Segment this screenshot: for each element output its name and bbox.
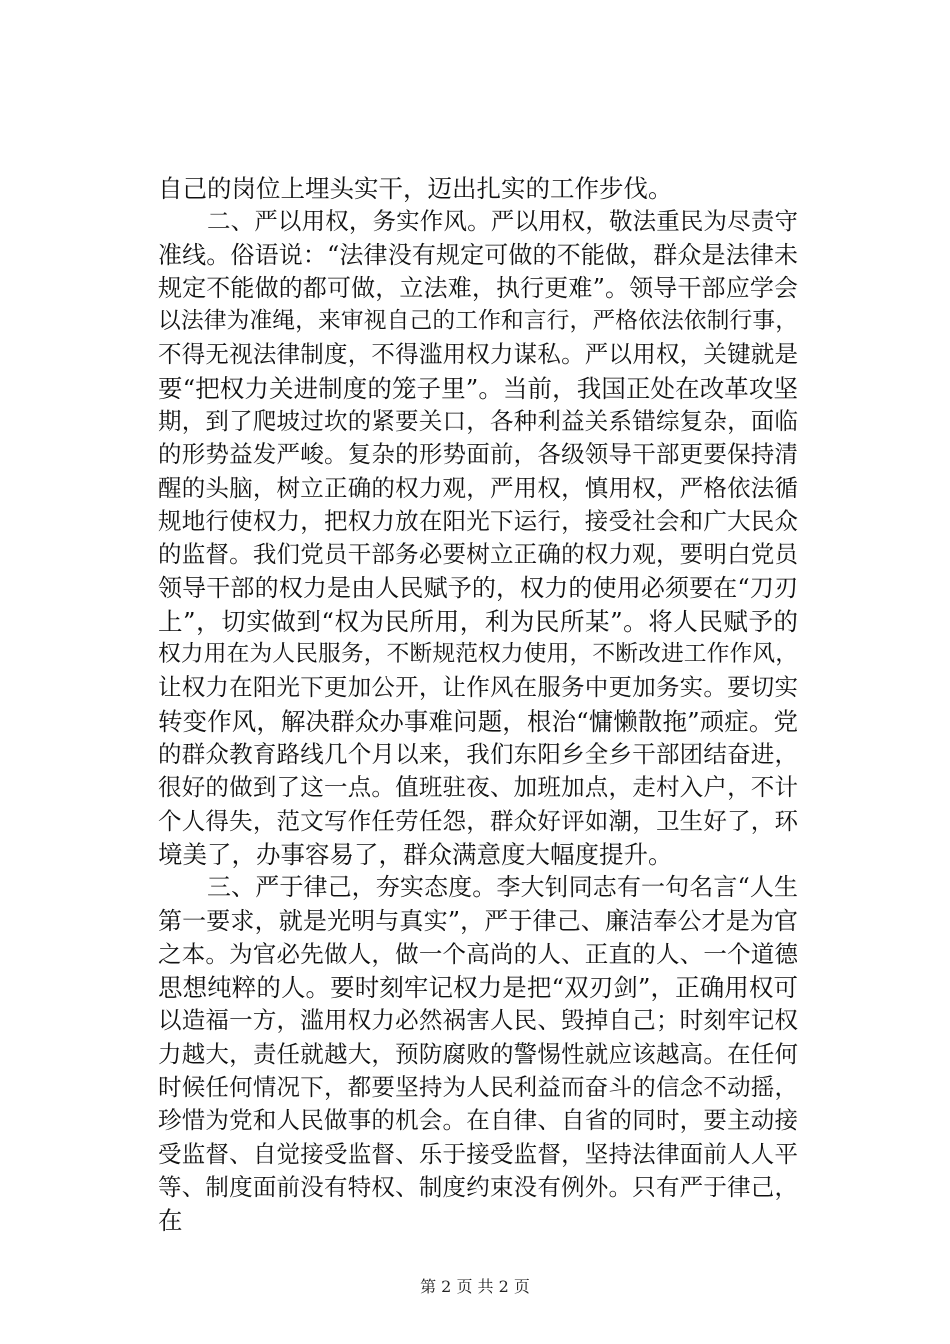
text-line: 转变作风，解决群众办事难问题，根治“慵懒散拖”顽症。党 — [158, 706, 798, 736]
text-line: 的监督。我们党员干部务必要树立正确的权力观，要明白党员 — [158, 540, 798, 569]
text-line: 规定不能做的都可做，立法难，执行更难”。领导干部应学会 — [158, 273, 798, 302]
document-body — [158, 172, 798, 1238]
text-line: 第一要求，就是光明与真实”，严于律己、廉洁奉公才是为官 — [158, 906, 798, 935]
text-line: 个人得失，范文写作任劳任怨，群众好评如潮，卫生好了，环 — [158, 806, 798, 835]
text-line: 上”，切实做到“权为民所用，利为民所某”。将人民赋予的 — [158, 606, 798, 636]
text-line: 准线。俗语说：“法律没有规定可做的不能做，群众是法律未 — [158, 240, 798, 269]
text-line: 思想纯粹的人。要时刻牢记权力是把“双刃剑”，正确用权可 — [158, 973, 798, 1003]
text-line: 二、严以用权，务实作风。严以用权，敬法重民为尽责守 — [207, 207, 798, 236]
text-line: 力越大，责任就越大，预防腐败的警惕性就应该越高。在任何 — [158, 1039, 798, 1068]
text-line: 受监督、自觉接受监督、乐于接受监督，坚持法律面前人人平 — [158, 1139, 798, 1168]
text-line: 自己的岗位上埋头实干，迈出扎实的工作步伐。 — [158, 174, 673, 203]
text-line: 的形势益发严峻。复杂的形势面前，各级领导干部更要保持清 — [158, 440, 798, 469]
text-line: 等、制度面前没有特权、制度约束没有例外。只有严于律己， — [158, 1172, 798, 1201]
text-line: 要“把权力关进制度的笼子里”。当前，我国正处在改革攻坚 — [158, 373, 798, 403]
text-line: 领导干部的权力是由人民赋予的，权力的使用必须要在“刀刃 — [158, 573, 798, 602]
text-line: 以造福一方，滥用权力必然祸害人民、毁掉自己；时刻牢记权 — [158, 1006, 798, 1035]
text-line: 不得无视法律制度，不得滥用权力谋私。严以用权，关键就是 — [158, 340, 798, 369]
text-line: 很好的做到了这一点。值班驻夜、加班加点，走村入户，不计 — [158, 773, 798, 802]
page-footer: 第 2 页 共 2 页 — [420, 1277, 530, 1296]
text-line: 境美了，办事容易了，群众满意度大幅度提升。 — [158, 839, 673, 869]
text-line: 规地行使权力，把权力放在阳光下运行，接受社会和广大民众 — [158, 506, 798, 535]
text-line: 期，到了爬坡过坎的紧要关口，各种利益关系错综复杂，面临 — [158, 407, 798, 436]
text-line: 权力用在为人民服务，不断规范权力使用，不断改进工作作风， — [158, 641, 798, 668]
text-line: 三、严于律己，夯实态度。李大钊同志有一句名言“人生 — [207, 873, 798, 902]
text-line: 珍惜为党和人民做事的机会。在自律、自省的同时，要主动接 — [158, 1106, 798, 1135]
text-line: 的群众教育路线几个月以来，我们东阳乡全乡干部团结奋进， — [158, 740, 798, 769]
text-line: 时候任何情况下，都要坚持为人民利益而奋斗的信念不动摇， — [158, 1073, 798, 1102]
text-line: 在 — [158, 1206, 183, 1236]
text-line: 之本。为官必先做人，做一个高尚的人、正直的人、一个道德 — [158, 939, 798, 968]
text-line: 醒的头脑，树立正确的权力观，严用权，慎用权，严格依法循 — [158, 473, 798, 502]
text-line: 以法律为准绳，来审视自己的工作和言行，严格依法依制行事， — [158, 308, 798, 335]
text-line: 让权力在阳光下更加公开，让作风在服务中更加务实。要切实 — [158, 673, 798, 702]
